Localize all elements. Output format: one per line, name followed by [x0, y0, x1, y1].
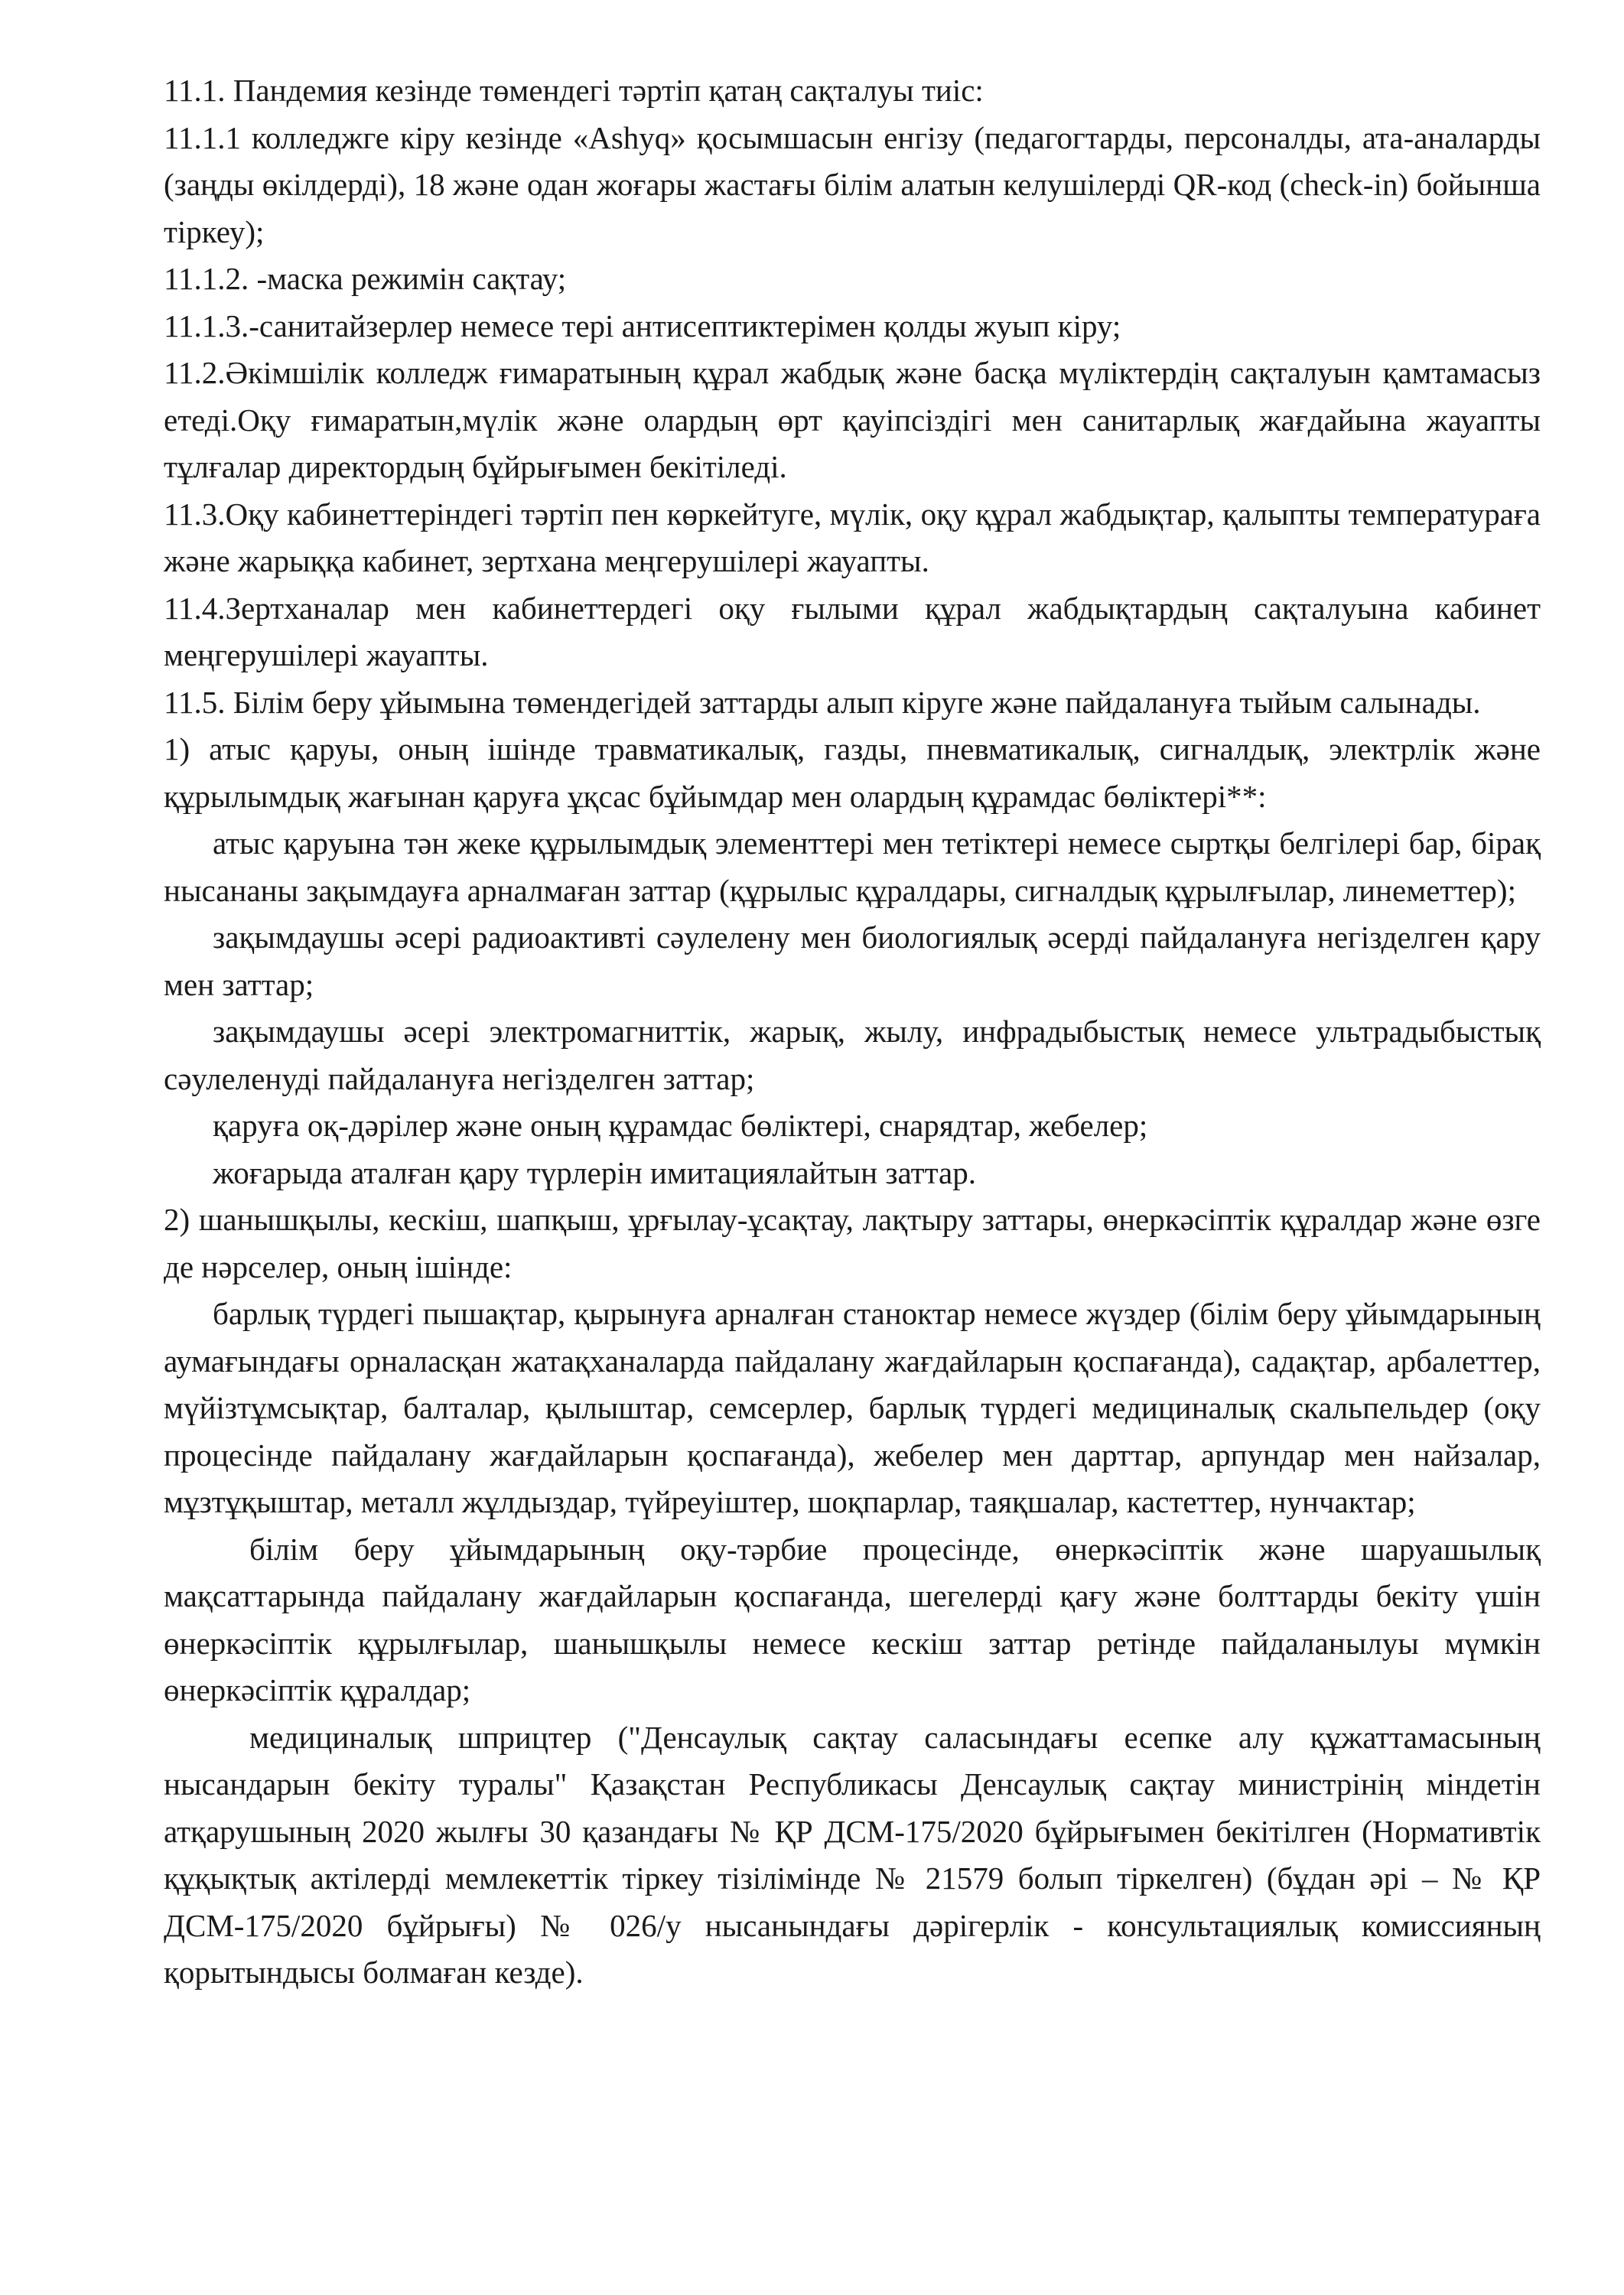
paragraph-11-3: 11.3.Оқу кабинеттеріндегі тәртіп пен көркейтуге, мүлік, оқу құрал жабдықтар, қалыпты температураға және жарыққа кабинет, зертхана меңгерушілері жауапты.: [164, 496, 1541, 578]
paragraph-11-5: 11.5. Білім беру ұйымына төмендегідей заттарды алып кіруге және пайдалануға тыйым салынады.: [164, 684, 1481, 720]
paragraph-11-4: 11.4.Зертханалар мен кабинеттердегі оқу ғылыми құрал жабдықтардың сақталуына кабинет меңгерушілері жауапты.: [164, 590, 1541, 672]
paragraph-11-2: 11.2.Әкімшілік колледж ғимаратының құрал жабдық және басқа мүліктердің сақталуын қамтамасыз етеді.Оқу ғимаратын,мүлік және олардың өрт қауіпсіздігі мен санитарлық жағдайына жауапты тұлғалар директордың бұйрығымен бекітіледі.: [164, 355, 1541, 484]
paragraph-11-1-2: 11.1.2. -маска режимін сақтау;: [164, 261, 567, 296]
sub-item-medical-syringes: медициналық шприцтер ("Денсаулық сақтау саласындағы есепке алу құжаттамасының нысандарын бекіту туралы" Қазақстан Республикасы Денсаулық сақтау министрінің міндетін атқарушының 2020 жылғы 30 қазандағы № ҚР ДСМ-175/2020 бұйрығымен бекітілген (Нормативтік құқықтық актілерді мемлекеттік тіркеу тізілімінде № 21579 болып тіркелген) (бұдан әрі – № ҚР ДСМ-175/2020 бұйрығы) № 026/у нысанындағы дәрігерлік - консультациялық комиссияның қорытындысы болмаған кезде).: [164, 1719, 1541, 1990]
list-item-2: 2) шанышқылы, кескіш, шапқыш, ұрғылау-ұсақтау, лақтыру заттары, өнеркәсіптік құралдар және өзге де нәрселер, оның ішінде:: [164, 1202, 1541, 1284]
sub-item-electromagnetic-objects: зақымдаушы әсері электромагниттік, жарық, жылу, инфрадыбыстық немесе ультрадыбыстық сәулеленуді пайдалануға негізделген заттар;: [164, 1014, 1541, 1096]
sub-item-radioactive-weapons: зақымдаушы әсері радиоактивті сәулелену мен биологиялық әсерді пайдалануға негізделген қару мен заттар;: [164, 920, 1541, 1002]
sub-item-firearm-like-objects: атыс қаруына тән жеке құрылымдық элементтері мен тетіктері немесе сыртқы белгілері бар, бірақ нысананы зақымдауға арналмаған заттар (құрылыс құралдары, сигналдық құрылғылар, линеметтер);: [164, 825, 1541, 908]
list-item-1: 1) атыс қаруы, оның ішінде травматикалық, газды, пневматикалық, сигналдық, электрлік және құрылымдық жағынан қаруға ұқсас бұйымдар мен олардың құрамдас бөліктері**:: [164, 731, 1541, 814]
paragraph-11-1-3: 11.1.3.-санитайзерлер немесе тері антисептиктерімен қолды жуып кіру;: [164, 308, 1121, 343]
sub-item-ammunition: қаруға оқ-дәрілер және оның құрамдас бөліктері, снарядтар, жебелер;: [213, 1108, 1148, 1143]
paragraph-11-1: 11.1. Пандемия кезінде төмендегі тәртіп қатаң сақталуы тиіс:: [164, 73, 984, 108]
document-body: [164, 67, 1541, 1997]
sub-item-knives-and-blades: барлық түрдегі пышақтар, қырынуға арналған станоктар немесе жүздер (білім беру ұйымдарының аумағындағы орналасқан жатақханаларда пайдалану жағдайларын қоспағанда), садақтар, арбалеттер, мүйізтұмсықтар, балталар, қылыштар, семсерлер, барлық түрдегі медициналық скальпельдер (оқу процесінде пайдалану жағдайларын қоспағанда), жебелер мен дарттар, арпундар мен найзалар, мұзтұқыштар, металл жұлдыздар, түйреуіштер, шоқпарлар, таяқшалар, кастеттер, нунчактар;: [164, 1296, 1541, 1519]
paragraph-11-1-1: 11.1.1 колледжге кіру кезінде «Ashyq» қосымшасын енгізу (педагогтарды, персоналды, ата-аналарды (заңды өкілдерді), 18 және одан жоғары жастағы білім алатын келушілерді QR-код (check-in) бойынша тіркеу);: [164, 119, 1541, 249]
sub-item-imitation-objects: жоғарыда аталған қару түрлерін имитациялайтын заттар.: [213, 1154, 976, 1190]
sub-item-industrial-tools: білім беру ұйымдарының оқу-тәрбие процесінде, өнеркәсіптік және шаруашылық мақсаттарында пайдалану жағдайларын қоспағанда, шегелерді қағу және болттарды бекіту үшін өнеркәсіптік құрылғылар, шанышқылы немесе кескіш заттар ретінде пайдаланылуы мүмкін өнеркәсіптік құралдар;: [164, 1531, 1541, 1707]
